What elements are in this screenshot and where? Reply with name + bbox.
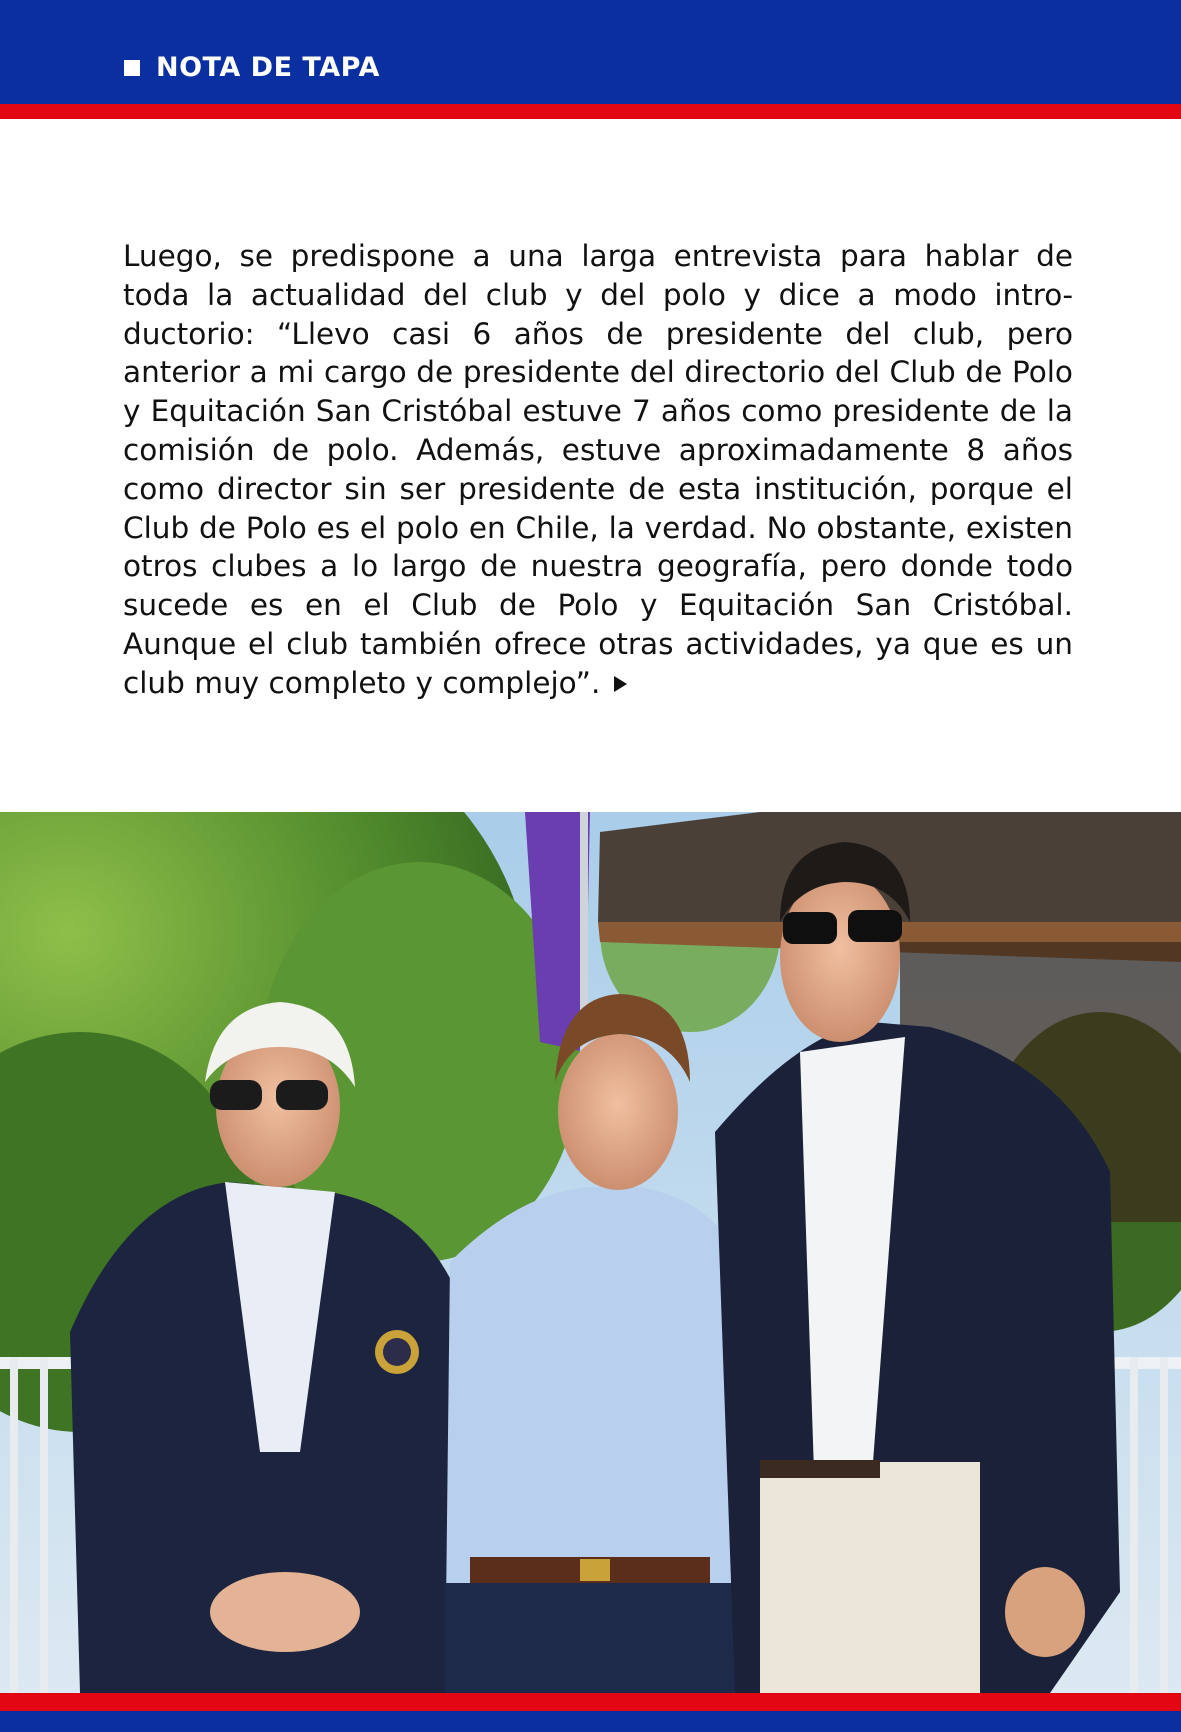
article-photo [0,812,1181,1693]
photo-illustration [0,812,1181,1693]
footer-blue-bar [0,1711,1181,1732]
end-of-article-arrow-icon [614,676,627,692]
article-paragraph-text: Luego, se predispone a una larga entrevista para hablar de toda la actualidad del club y del polo y dice a modo introductorio: “Llevo casi 6 años de presidente del club, pero anterior a mi cargo de presidente del directorio del Club de Polo y Equitación San Cristóbal estuve 7 años como presidente de la comisión de polo. Además, estuve aproximadamente 8 años como director sin ser presidente de esta institución, porque el Club de Polo es el polo en Chile, la verdad. No obstante, existen otros clubes a lo largo de nuestra geografía, pero donde todo sucede es en el Club de Polo y Equitación San Cristóbal. Aunque el club también ofrece otras actividades, ya que es un club muy completo y complejo”. [123,239,1073,700]
header-red-stripe [0,104,1181,119]
section-label-text: NOTA DE TAPA [156,52,380,83]
header-bar [0,0,1181,104]
article-paragraph [123,237,1073,703]
square-bullet-icon [124,60,140,76]
footer-red-stripe [0,1693,1181,1711]
section-label [124,52,380,83]
